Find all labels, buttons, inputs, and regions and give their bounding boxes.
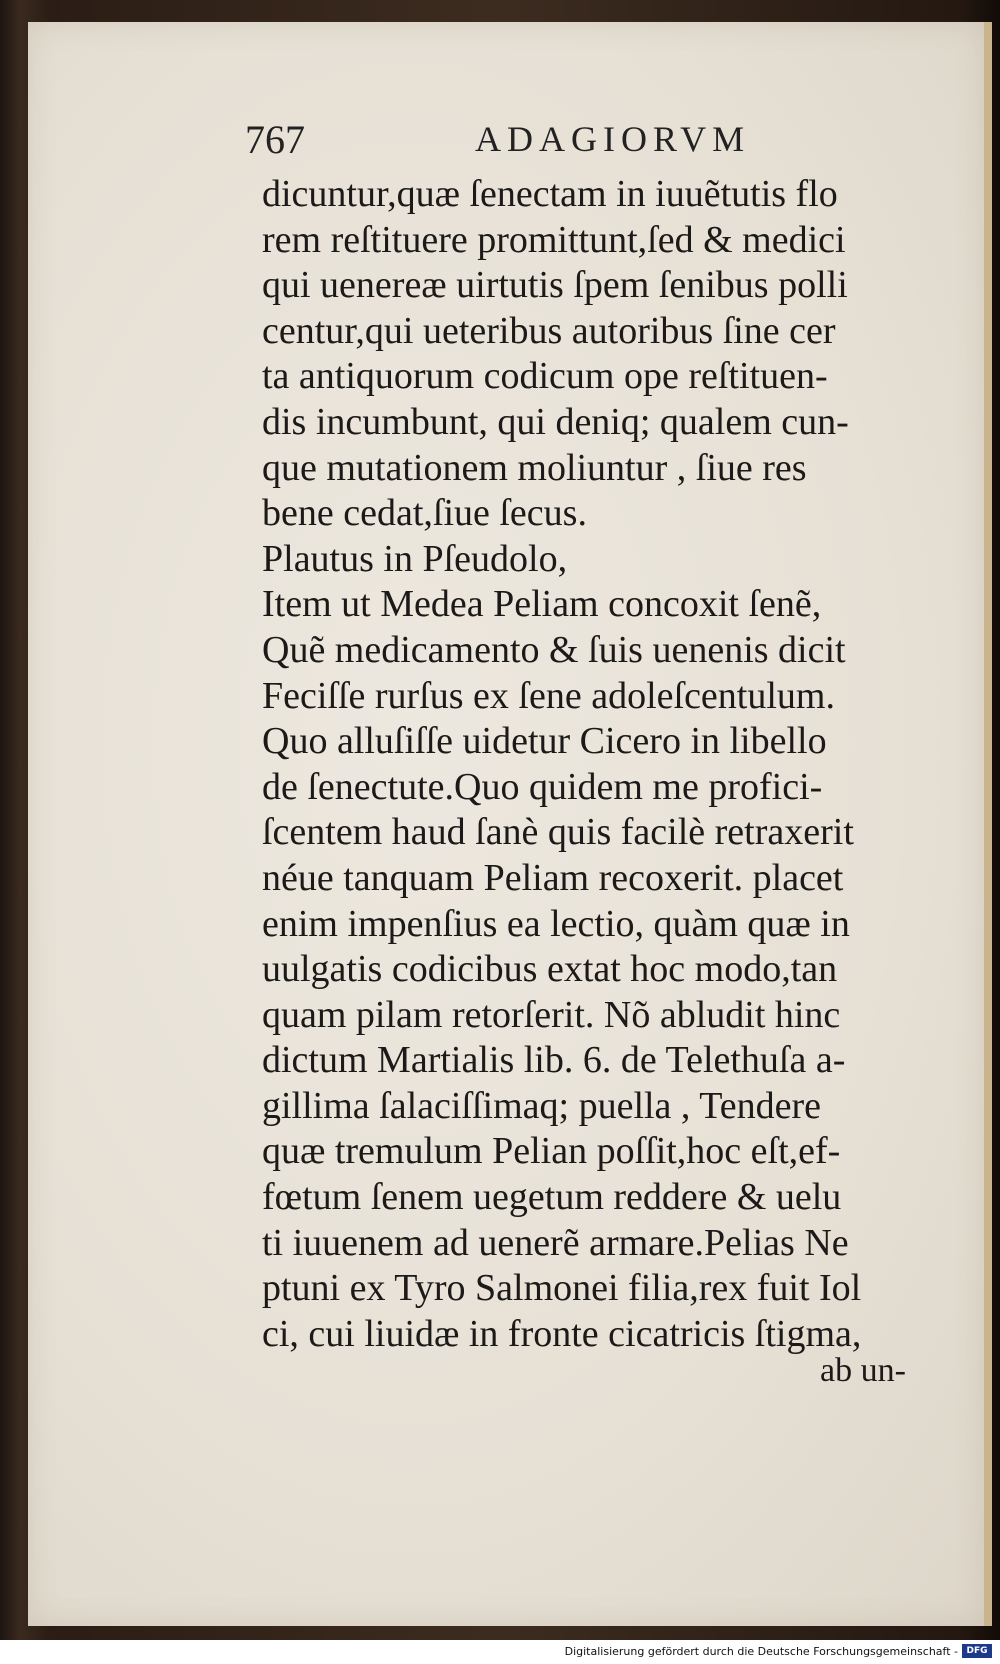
text-line: qui uenereæ uirtutis ſpem ſenibus polli <box>262 264 848 307</box>
text-line: ti iuuenem ad uenerẽ armare.Pelias Ne <box>262 1221 849 1264</box>
text-line: ta antiquorum codicum ope reſtituen- <box>262 355 828 398</box>
text-line: dictum Martialis lib. 6. de Telethuſa a- <box>262 1039 846 1082</box>
page-number: 767 <box>245 117 305 162</box>
text-line: néue tanquam Peliam recoxerit. placet <box>262 856 844 899</box>
catchword: ab un- <box>820 1352 906 1389</box>
funding-credit: Digitalisierung gefördert durch die Deutsche Forschungsgemeinschaft - <box>564 1645 958 1658</box>
text-line: enim impenſius ea lectio, quàm quæ in <box>262 902 850 945</box>
text-line: bene cedat,ſiue ſecus. <box>262 492 587 535</box>
text-line: Quo alluſiſſe uidetur Cicero in libello <box>262 720 827 763</box>
body-text <box>262 172 952 1357</box>
text-line: ptuni ex Tyro Salmonei filia,rex fuit Iol <box>262 1267 862 1310</box>
text-line: Item ut Medea Peliam concoxit ſenẽ, <box>262 583 822 626</box>
footer-bar <box>0 1640 1000 1664</box>
text-line: gillima ſalaciſſimaq; puella , Tendere <box>262 1084 822 1127</box>
text-line: ci, cui liuidæ in fronte cicatricis ſtigma, <box>262 1312 862 1355</box>
text-line: uulgatis codicibus extat hoc modo,tan <box>262 948 838 991</box>
text-line: dis incumbunt, qui deniq; qualem cun- <box>262 400 849 443</box>
running-head: ADAGIORVM <box>475 119 751 159</box>
text-line: Plautus in Pſeudolo, <box>262 537 568 580</box>
page-header <box>215 108 835 168</box>
text-line: rem reſtituere promittunt,ſed & medici <box>262 218 846 261</box>
text-line: centur,qui ueteribus autoribus ſine cer <box>262 309 836 352</box>
dfg-logo: DFG <box>962 1644 992 1658</box>
text-line: Feciſſe rurſus ex ſene adoleſcentulum. <box>262 674 835 717</box>
text-line: fœtum ſenem uegetum reddere & uelu <box>262 1176 842 1219</box>
text-line: quæ tremulum Pelian poſſit,hoc eſt,ef- <box>262 1130 841 1173</box>
text-line: de ſenectute.Quo quidem me profici- <box>262 765 823 808</box>
text-line: quam pilam retorſerit. Nõ abludit hinc <box>262 993 841 1036</box>
text-line: dicuntur,quæ ſenectam in iuuẽtutis flo <box>262 173 838 215</box>
text-line: ſcentem haud ſanè quis facilè retraxerit <box>262 811 854 854</box>
text-line: que mutationem moliuntur , ſiue res <box>262 446 807 489</box>
text-line: Quẽ medicamento & ſuis uenenis dicit <box>262 628 846 671</box>
